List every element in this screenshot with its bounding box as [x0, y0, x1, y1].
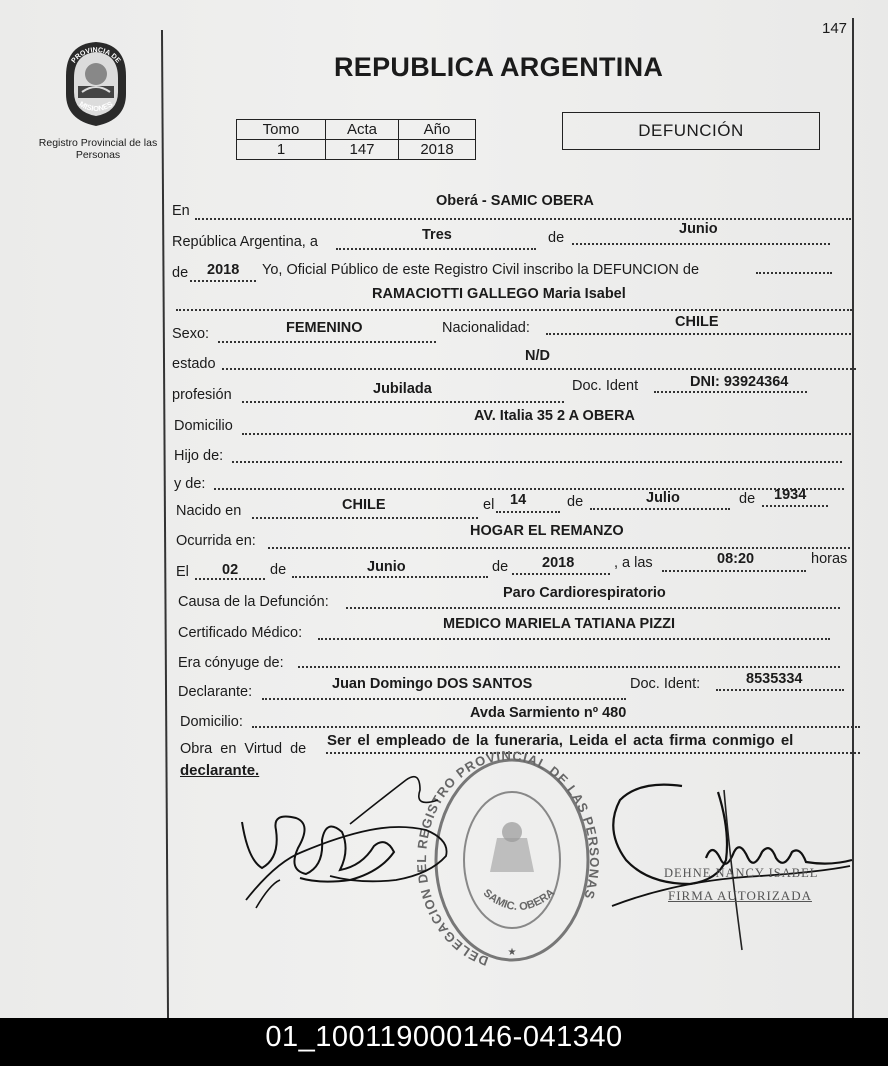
- profesion-value: Jubilada: [373, 381, 432, 397]
- value-tomo: 1: [237, 140, 326, 160]
- doc-label: Doc. Ident: [572, 378, 639, 394]
- def-mes: Junio: [367, 559, 406, 575]
- mes-value: Junio: [679, 221, 718, 237]
- stamp-ring-text: DELEGACION DEL REGISTRO PROVINCIAL DE LAS PERSONAS: [413, 747, 603, 969]
- alas-label: , a las: [614, 555, 653, 571]
- declarante-label: Declarante:: [178, 684, 253, 700]
- logo-ring-bottom: MISIONES: [77, 99, 115, 113]
- ocurrida-value: HOGAR EL REMANZO: [470, 523, 624, 539]
- republica-label: República Argentina, a: [172, 234, 318, 250]
- logo-caption: Registro Provincial de las Personas: [38, 137, 158, 161]
- de-label-2: de: [172, 265, 189, 281]
- page-title: REPUBLICA ARGENTINA: [334, 52, 664, 82]
- nacionalidad-value: CHILE: [675, 314, 719, 330]
- header-tomo: Tomo: [237, 120, 326, 140]
- de-label-5: de: [270, 562, 287, 578]
- nac-mes: Julio: [646, 490, 680, 506]
- hora-value: 08:20: [717, 551, 755, 567]
- logo-ring-top: PROVINCIA DE: [70, 46, 122, 65]
- obra-value-2: declarante.: [180, 762, 260, 779]
- de-label-1: de: [548, 230, 565, 246]
- inscribo-text: Yo, Oficial Público de este Registro Civil inscribo la DEFUNCION de: [262, 262, 700, 278]
- cert-value: MEDICO MARIELA TATIANA PIZZI: [443, 616, 675, 632]
- cert-label: Certificado Médico:: [178, 625, 303, 641]
- causa-label: Causa de la Defunción:: [178, 594, 329, 610]
- document-type: DEFUNCIÓN: [562, 112, 820, 150]
- domicilio-value: AV. Italia 35 2 A OBERA: [474, 408, 635, 424]
- en-value: Oberá - SAMIC OBERA: [436, 193, 594, 209]
- nac-dia: 14: [510, 492, 527, 508]
- value-anio: 2018: [399, 140, 476, 160]
- estado-value: N/D: [525, 348, 550, 364]
- def-dia: 02: [222, 562, 239, 578]
- doc2-label: Doc. Ident:: [630, 676, 701, 692]
- svg-text:★: ★: [507, 947, 517, 958]
- page-number: 147: [822, 20, 848, 37]
- horas-label: horas: [811, 551, 848, 567]
- nombre-value: RAMACIOTTI GALLEGO Maria Isabel: [372, 286, 626, 302]
- conyuge-label: Era cónyuge de:: [178, 655, 284, 671]
- nacido-label: Nacido en: [176, 503, 242, 519]
- sexo-value: FEMENINO: [286, 320, 363, 336]
- stamp-inner-text: SAMIC. OBERA: [480, 886, 557, 914]
- dia-value: Tres: [422, 227, 452, 243]
- scan-id-bar: 01_100119000146-041340: [0, 1018, 888, 1066]
- domicilio2-value: Avda Sarmiento nº 480: [470, 705, 627, 721]
- doc2-value: 8535334: [746, 671, 803, 687]
- value-acta: 147: [326, 140, 399, 160]
- de-label-6: de: [492, 559, 509, 575]
- nacionalidad-label: Nacionalidad:: [442, 320, 530, 336]
- nacido-value: CHILE: [342, 497, 386, 513]
- signatory-name: DEHNE NANCY ISABEL: [664, 866, 819, 880]
- signatory-role: FIRMA AUTORIZADA: [668, 888, 812, 903]
- def-anio: 2018: [542, 555, 575, 571]
- causa-value: Paro Cardiorespiratorio: [503, 585, 666, 601]
- sexo-label: Sexo:: [172, 326, 210, 342]
- declarante-value: Juan Domingo DOS SANTOS: [332, 676, 533, 692]
- ocurrida-label: Ocurrida en:: [176, 533, 256, 549]
- obra-label: Obra en Virtud de: [180, 741, 307, 757]
- el-cap-label: El: [176, 564, 189, 580]
- de-label-3: de: [567, 494, 584, 510]
- en-label: En: [172, 203, 190, 219]
- anio-value: 2018: [207, 262, 240, 278]
- el-label: el: [483, 497, 495, 513]
- nac-anio: 1934: [774, 487, 807, 503]
- yde-label: y de:: [174, 476, 206, 492]
- profesion-label: profesión: [172, 387, 232, 403]
- estado-label: estado: [172, 356, 216, 372]
- header-acta: Acta: [326, 120, 399, 140]
- domicilio-label: Domicilio: [174, 418, 233, 434]
- obra-value-1: Ser el empleado de la funeraria, Leida el acta firma conmigo el: [327, 732, 794, 749]
- de-label-4: de: [739, 491, 756, 507]
- doc-value: DNI: 93924364: [690, 374, 789, 390]
- domicilio2-label: Domicilio:: [180, 714, 243, 730]
- header-anio: Año: [399, 120, 476, 140]
- hijo-label: Hijo de:: [174, 448, 224, 464]
